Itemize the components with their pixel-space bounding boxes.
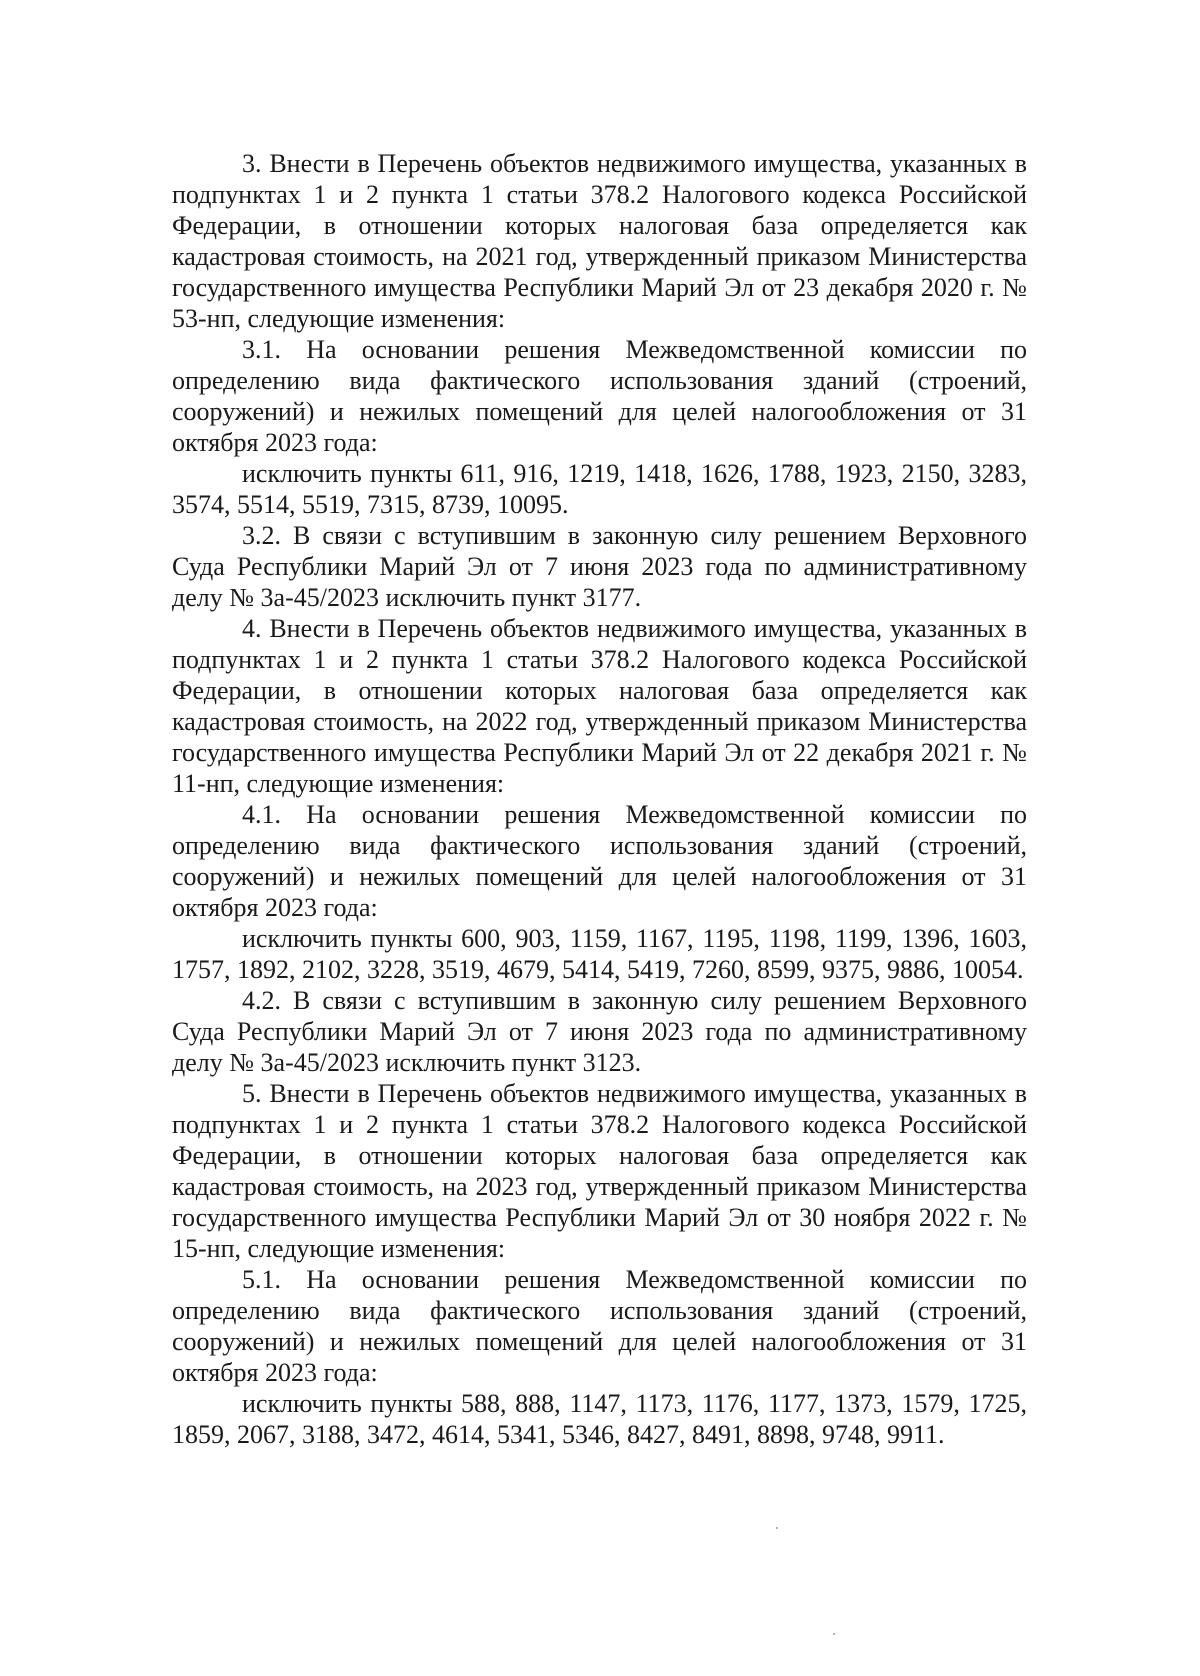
- paragraph-3-1-exclusions: исключить пункты 611, 916, 1219, 1418, 1626, 1788, 1923, 2150, 3283, 3574, 5514, 5519, 7315, 8739, 10095.: [172, 459, 1027, 519]
- paragraph-5-1: 5.1. На основании решения Межведомственной комиссии по определению вида фактического использования зданий (строений, сооружений) и нежилых помещений для целей налогообложения от 31 октября 2023 года:: [172, 1265, 1027, 1387]
- document-body: [172, 148, 1027, 1450]
- paragraph-4-intro: 4. Внести в Перечень объектов недвижимого имущества, указанных в подпунктах 1 и 2 пункта 1 статьи 378.2 Налогового кодекса Российской Федерации, в отношении которых налоговая база определяется как кадастровая стоимость, на 2022 год, утвержденный приказом Министерства государственного имущества Республики Марий Эл от 22 декабря 2021 г. № 11-нп, следующие изменения:: [172, 614, 1027, 798]
- paragraph-3-intro: 3. Внести в Перечень объектов недвижимого имущества, указанных в подпунктах 1 и 2 пункта 1 статьи 378.2 Налогового кодекса Российской Федерации, в отношении которых налоговая база определяется как кадастровая стоимость, на 2021 год, утвержденный приказом Министерства государственного имущества Республики Марий Эл от 23 декабря 2020 г. № 53-нп, следующие изменения:: [172, 149, 1027, 333]
- paragraph-3-1: 3.1. На основании решения Межведомственной комиссии по определению вида фактического использования зданий (строений, сооружений) и нежилых помещений для целей налогообложения от 31 октября 2023 года:: [172, 335, 1027, 457]
- paragraph-5-intro: 5. Внести в Перечень объектов недвижимого имущества, указанных в подпунктах 1 и 2 пункта 1 статьи 378.2 Налогового кодекса Российской Федерации, в отношении которых налоговая база определяется как кадастровая стоимость, на 2023 год, утвержденный приказом Министерства государственного имущества Республики Марий Эл от 30 ноября 2022 г. № 15-нп, следующие изменения:: [172, 1079, 1027, 1263]
- paragraph-3-2: 3.2. В связи с вступившим в законную силу решением Верховного Суда Республики Марий Эл от 7 июня 2023 года по административному делу № 3а-45/2023 исключить пункт 3177.: [172, 521, 1027, 612]
- paragraph-4-1-exclusions: исключить пункты 600, 903, 1159, 1167, 1195, 1198, 1199, 1396, 1603, 1757, 1892, 2102, 3228, 3519, 4679, 5414, 5419, 7260, 8599, 9375, 9886, 10054.: [172, 924, 1027, 984]
- paragraph-5-1-exclusions: исключить пункты 588, 888, 1147, 1173, 1176, 1177, 1373, 1579, 1725, 1859, 2067, 3188, 3472, 4614, 5341, 5346, 8427, 8491, 8898, 9748, 9911.: [172, 1389, 1027, 1449]
- paragraph-4-2: 4.2. В связи с вступившим в законную силу решением Верховного Суда Республики Марий Эл от 7 июня 2023 года по административному делу № 3а-45/2023 исключить пункт 3123.: [172, 986, 1027, 1077]
- paragraph-4-1: 4.1. На основании решения Межведомственной комиссии по определению вида фактического использования зданий (строений, сооружений) и нежилых помещений для целей налогообложения от 31 октября 2023 года:: [172, 800, 1027, 922]
- scan-speck: [776, 1527, 778, 1529]
- scan-speck: [833, 1633, 835, 1635]
